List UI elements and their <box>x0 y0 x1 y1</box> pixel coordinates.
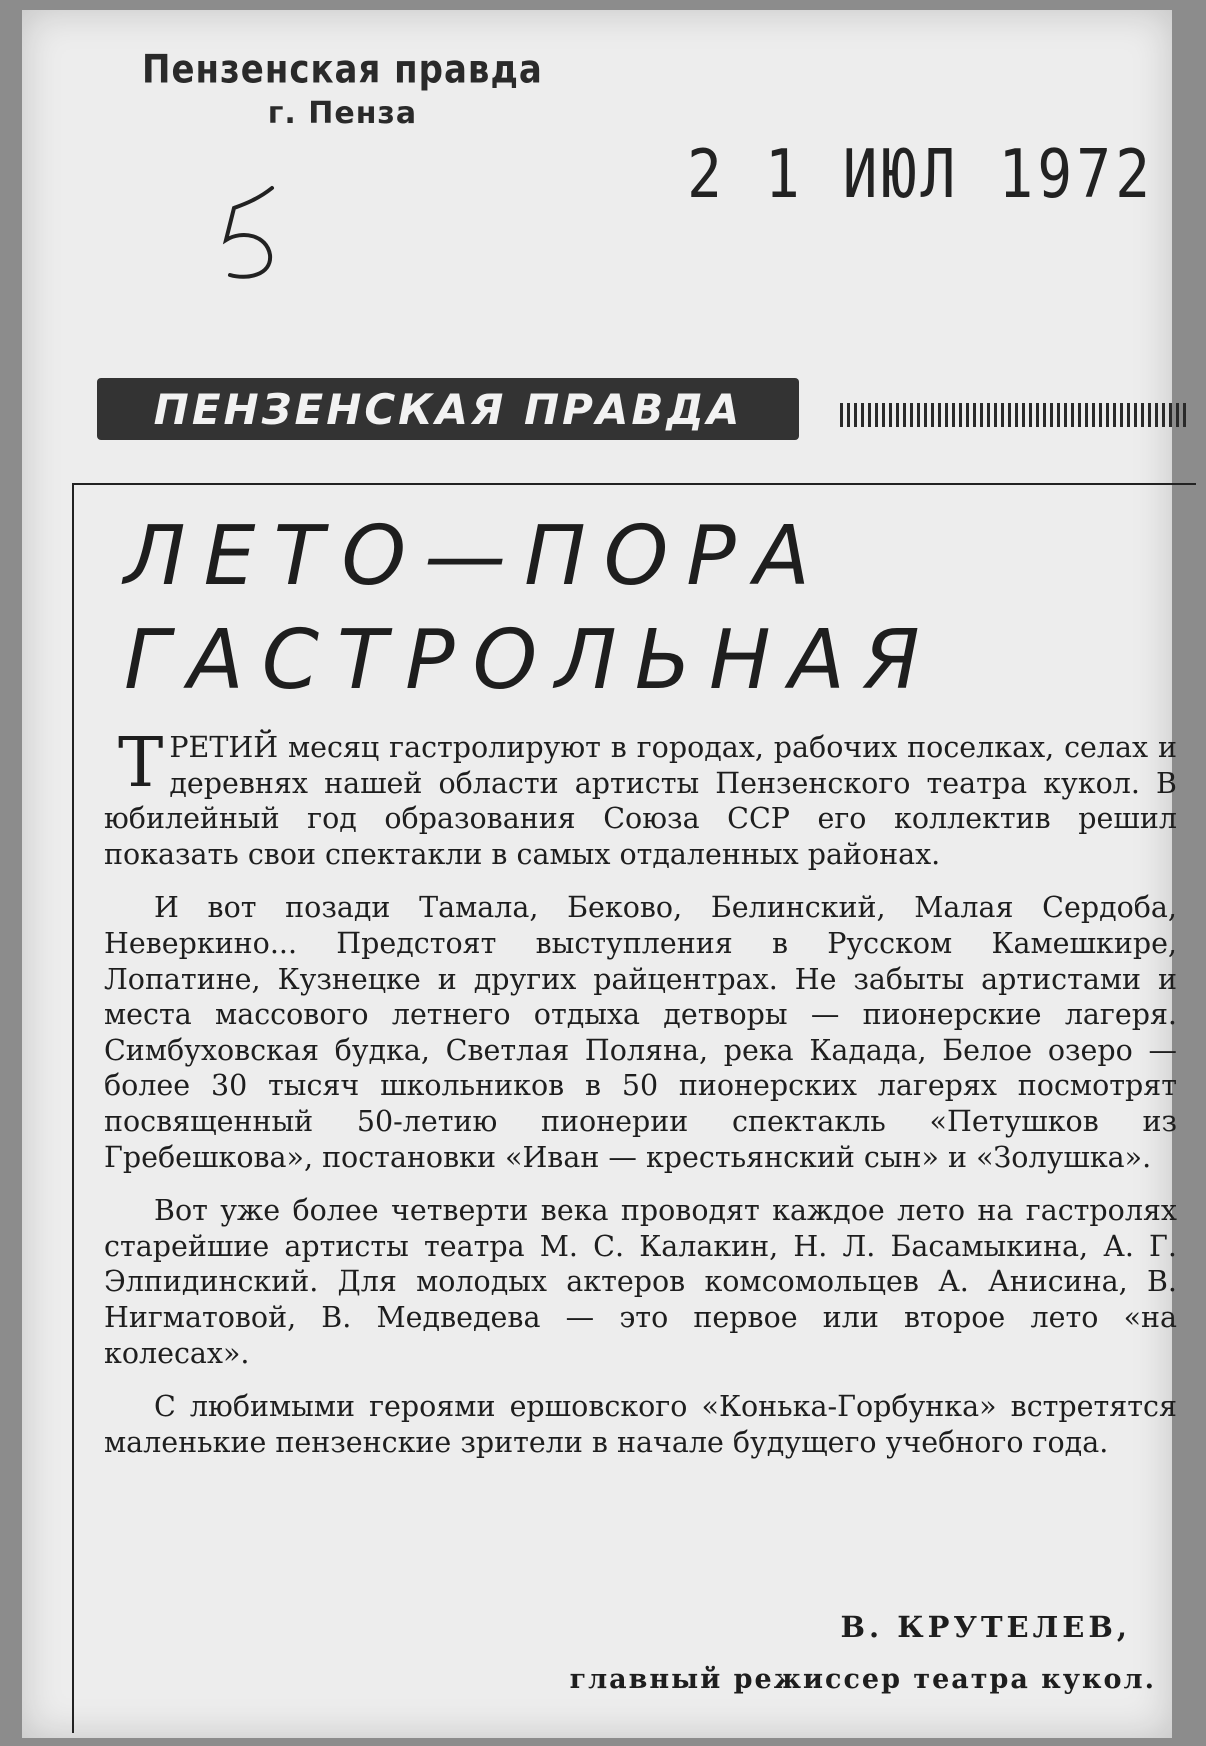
handwritten-mark-icon <box>212 180 292 290</box>
masthead <box>97 378 799 440</box>
article <box>72 483 1196 1733</box>
headline <box>124 505 1184 713</box>
paragraph-3: Вот уже более четверти века проводят каждое лето на гастролях старейшие артисты театра М. С. Калакин, Н. Л. Басамыкина, А. Г. Элпидинский. Для молодых актеров комсомольцев А. Анисина, В. Нигматовой, В. Медведева — это первое или второе лето «на колесах». <box>104 1194 1177 1370</box>
newspaper-clipping <box>22 10 1177 1738</box>
author-role: главный режиссер театра кукол. <box>569 1664 1156 1695</box>
headline-line-1: ЛЕТО—ПОРА <box>124 509 828 604</box>
stamp-newspaper-name: Пензенская правда <box>142 47 543 93</box>
newspaper-stamp <box>142 47 543 131</box>
paragraph-1-text: РЕТИЙ месяц гастролируют в городах, рабочих поселках, селах и деревнях нашей области артисты Пензенского театра кукол. В юбилейный год образования Союза ССР его коллектив решил показать свои спектакли в самых отдаленных районах. <box>104 731 1177 871</box>
masthead-rule <box>840 403 1190 427</box>
paragraph-1 <box>104 724 1177 872</box>
stamp-city: г. Пенза <box>267 96 418 131</box>
date-stamp: 2 1 ИЮЛ 1972 <box>687 134 1155 214</box>
signature <box>570 1610 1156 1695</box>
masthead-title: ПЕНЗЕНСКАЯ ПРАВДА <box>153 384 743 434</box>
drop-cap: Т <box>118 724 164 803</box>
headline-line-2: ГАСТРОЛЬНАЯ <box>124 613 938 708</box>
author-name: В. КРУТЕЛЕВ, <box>840 1610 1131 1644</box>
article-body <box>104 724 1177 1478</box>
paragraph-2: И вот позади Тамала, Беково, Белинский, Малая Сердоба, Неверкино... Предстоят выступления в Русском Камешкире, Лопатине, Кузнецке и других райцентрах. Не забыты артистами и места массового летнего отдыха детворы — пионерские лагеря. Симбуховская будка, Светлая Поляна, река Кадада, Белое озеро — более 30 тысяч школьников в 50 пионерских лагерях посмотрят посвященный 50-летию пионерии спектакль «Петушков из Гребешкова», постановки «Иван — крестьянский сын» и «Золушка». <box>104 891 1177 1174</box>
paragraph-4: С любимыми героями ершовского «Конька-Горбунка» встретятся маленькие пензенские зрители в начале будущего учебного года. <box>104 1390 1177 1459</box>
